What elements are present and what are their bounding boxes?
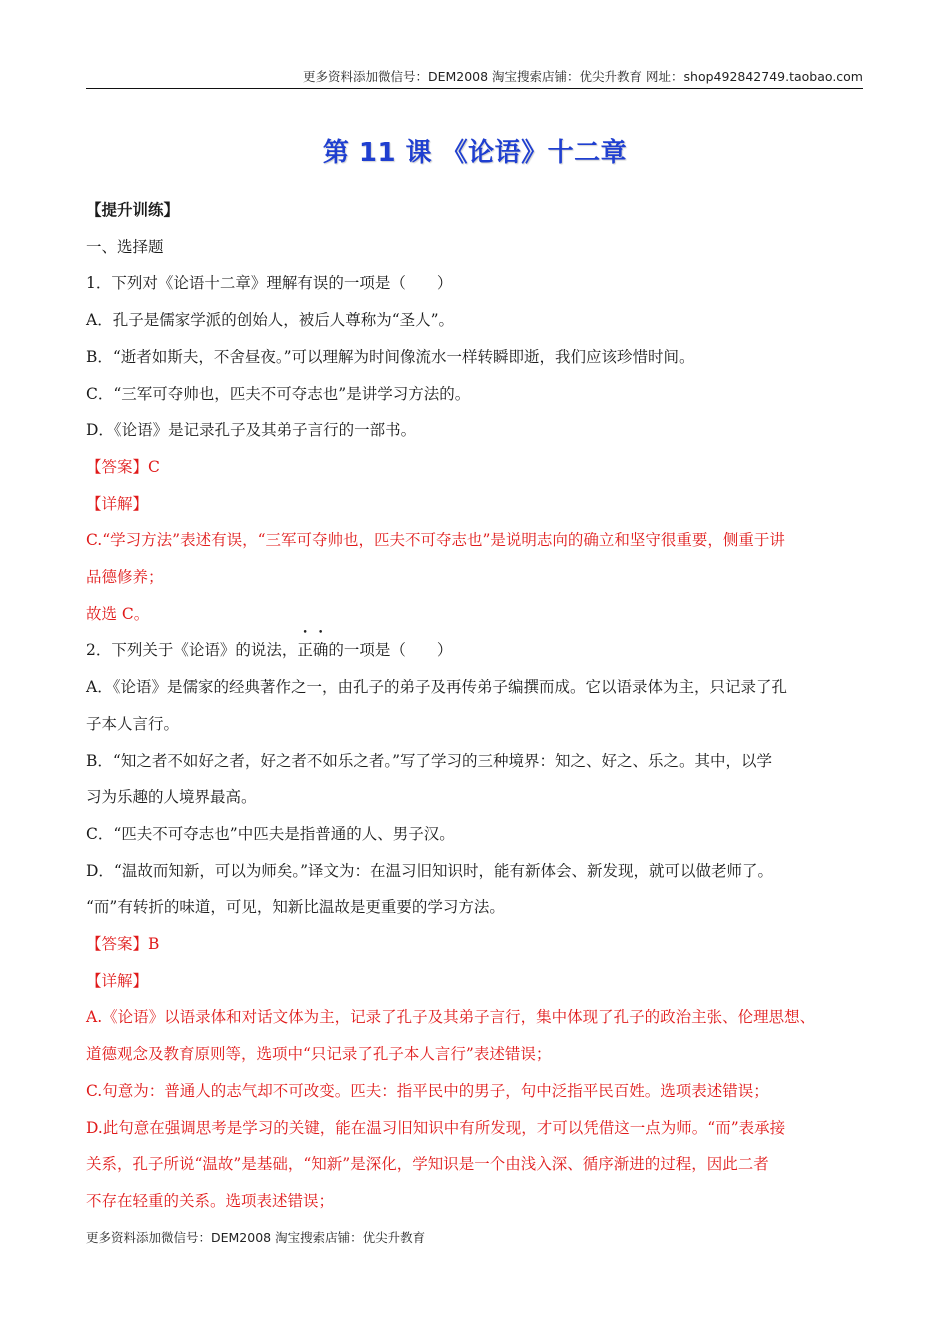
question-2-option-line: 子本人言行。 [86, 714, 180, 733]
question-2-detail-line: C.句意为：普通人的志气却不可改变。匹夫：指平民中的男子，句中泛指平民百姓。选项表述错误； [86, 1081, 769, 1100]
question-2-answer: 【答案】B [86, 935, 160, 954]
part-heading: 一、选择题 [86, 237, 164, 256]
question-2-option-line: D．“温故而知新，可以为师矣。”译文为：在温习旧知识时，能有新体会、新发现，就可以做老师了。 [86, 861, 774, 880]
question-2-option-line: B．“知之者不如好之者，好之者不如乐之者。”写了学习的三种境界：知之、好之、乐之。其中，以学 [86, 751, 772, 770]
question-1-detail-line: 故选 C。 [86, 604, 150, 623]
header-divider [86, 88, 863, 89]
question-2-stem-before: 2．下列关于《论语》的说法， [86, 641, 298, 660]
lesson-title: 第 11 课 《论语》十二章 [322, 138, 628, 168]
emphasis-char: 正 [297, 641, 313, 660]
question-2-detail-line: 道德观念及教育原则等，选项中“只记录了孔子本人言行”表述错误； [86, 1045, 552, 1064]
question-1-option-d: D．《论语》是记录孔子及其弟子言行的一部书。 [86, 421, 417, 440]
question-1-answer: 【答案】C [86, 457, 160, 476]
question-2-option-line: “而”有转折的味道，可见，知新比温故是更重要的学习方法。 [86, 898, 505, 917]
question-1-detail-label: 【详解】 [86, 494, 149, 513]
page-header: 更多资料添加微信号：DEM2008 淘宝搜索店铺：优尖升教育 网址：shop492842749.taobao.com [302, 69, 863, 84]
question-2-detail-line: 不存在轻重的关系。选项表述错误； [86, 1191, 335, 1210]
question-1-option-a: A．孔子是儒家学派的创始人，被后人尊称为“圣人”。 [86, 311, 455, 330]
question-2-stem [86, 632, 866, 669]
question-2-stem-after: 的一项是（ ） [328, 641, 453, 660]
question-1-option-b: B．“逝者如斯夫，不舍昼夜。”可以理解为时间像流水一样转瞬即逝，我们应该珍惜时间。 [86, 347, 695, 366]
page-footer: 更多资料添加微信号：DEM2008 淘宝搜索店铺：优尖升教育 [86, 1230, 426, 1245]
question-1-stem: 1．下列对《论语十二章》理解有误的一项是（ ） [86, 274, 453, 293]
question-2-option-line: A．《论语》是儒家的经典著作之一，由孔子的弟子及再传弟子编撰而成。它以语录体为主，只记录了孔 [86, 678, 787, 697]
question-2-detail-line: 关系，孔子所说“温故”是基础，“知新”是深化，学知识是一个由浅入深、循序渐进的过程，因此二者 [86, 1155, 769, 1174]
question-2-option-line: 习为乐趣的人境界最高。 [86, 788, 257, 807]
question-2-option-line: C．“匹夫不可夺志也”中匹夫是指普通的人、男子汉。 [86, 824, 455, 843]
section-heading: 【提升训练】 [86, 200, 180, 219]
question-1-detail-line: 品德修养； [86, 568, 164, 587]
question-2-detail-line: D.此句意在强调思考是学习的关键，能在温习旧知识中有所发现，才可以凭借这一点为师。“而”表承接 [86, 1118, 786, 1137]
question-2-detail-line: A.《论语》以语录体和对话文体为主，记录了孔子及其弟子言行，集中体现了孔子的政治主张、伦理思想、 [86, 1008, 816, 1027]
question-2-detail-label: 【详解】 [86, 971, 149, 990]
exercise-content [86, 192, 866, 1220]
question-1-option-c: C．“三军可夺帅也，匹夫不可夺志也”是讲学习方法的。 [86, 384, 471, 403]
emphasis-char: 确 [312, 641, 329, 660]
question-1-detail-line: C.“学习方法”表述有误，“三军可夺帅也，匹夫不可夺志也”是说明志向的确立和坚守很重要，侧重于讲 [86, 531, 785, 550]
